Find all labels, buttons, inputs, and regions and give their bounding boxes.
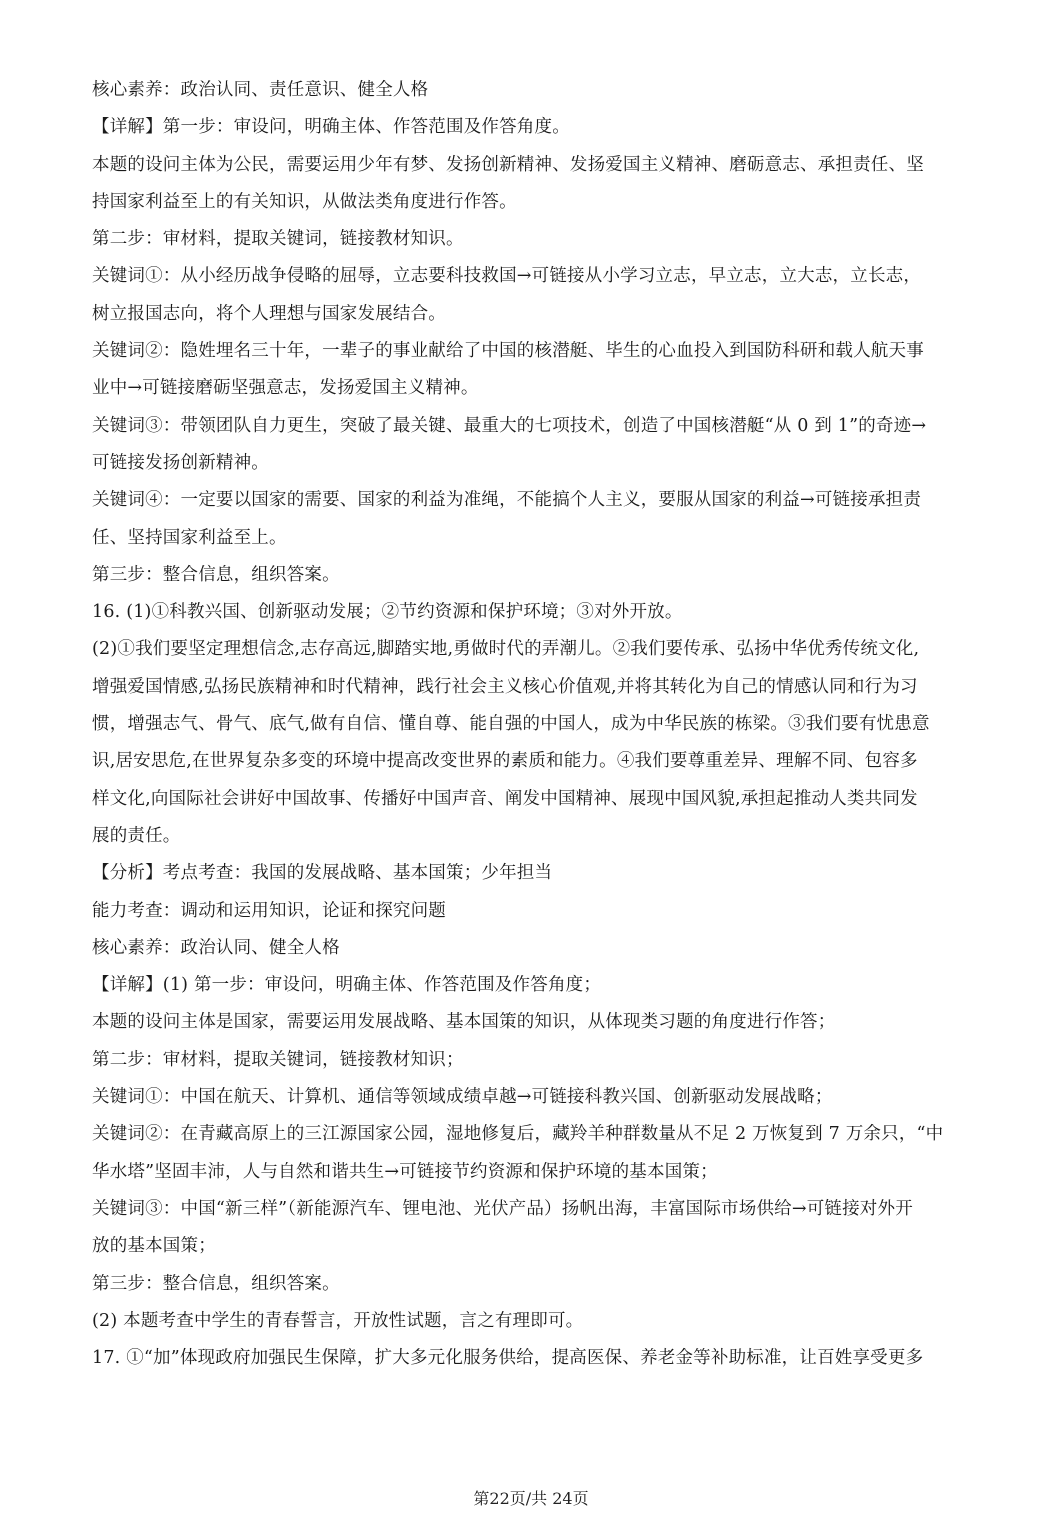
text-line: 第二步：审材料，提取关键词，链接教材知识。: [92, 229, 464, 250]
text-line: 华水塔”坚固丰沛，人与自然和谐共生→可链接节约资源和保护环境的基本国策；: [92, 1161, 718, 1182]
text-line: 本题的设问主体为公民，需要运用少年有梦、发扬创新精神、发扬爱国主义精神、磨砺意志、承担责任、坚: [92, 154, 924, 175]
text-line: 关键词①：中国在航天、计算机、通信等领域成绩卓越→可链接科教兴国、创新驱动发展战略；: [92, 1087, 833, 1108]
text-line: 关键词②：隐姓埋名三十年，一辈子的事业献给了中国的核潜艇、毕生的心血投入到国防科研和载人航天事: [92, 341, 924, 362]
text-line: 核心素养：政治认同、责任意识、健全人格: [92, 80, 429, 100]
text-line: 核心素养：政治认同、健全人格: [92, 937, 340, 958]
text-line: 【详解】(1) 第一步：审设问，明确主体、作答范围及作答角度；: [92, 975, 602, 996]
text-line: 识,居安思危,在世界复杂多变的环境中提高改变世界的素质和能力。④我们要尊重差异、理解不同、包容多: [92, 751, 918, 772]
text-line: 持国家利益至上的有关知识，从做法类角度进行作答。: [92, 191, 517, 212]
page-number-footer: 第22页/共 24页: [473, 1489, 589, 1508]
text-line: 本题的设问主体是国家，需要运用发展战略、基本国策的知识，从体现类习题的角度进行作答；: [92, 1012, 836, 1033]
text-line: 业中→可链接磨砺坚强意志，发扬爱国主义精神。: [92, 378, 479, 399]
text-line: (2)①我们要坚定理想信念,志存高远,脚踏实地,勇做时代的弄潮儿。②我们要传承、弘扬中华优秀传统文化,: [92, 639, 920, 660]
text-line: 可链接发扬创新精神。: [92, 452, 269, 473]
text-line: 关键词①：从小经历战争侵略的屈辱，立志要科技救国→可链接从小学习立志，早立志，立大志，立长志，: [92, 266, 922, 287]
text-line: 16. (1)①科教兴国、创新驱动发展；②节约资源和保护环境；③对外开放。: [92, 602, 683, 623]
text-line: 关键词②：在青藏高原上的三江源国家公园，湿地修复后，藏羚羊种群数量从不足 2 万恢复到 7 万余只，“中: [92, 1124, 944, 1145]
text-line: 关键词④：一定要以国家的需要、国家的利益为准绳，不能搞个人主义，要服从国家的利益→可链接承担责: [92, 490, 922, 511]
text-line: (2) 本题考查中学生的青春誓言，开放性试题，言之有理即可。: [92, 1310, 584, 1331]
text-line: 关键词③：带领团队自力更生，突破了最关键、最重大的七项技术，创造了中国核潜艇“从 0 到 1”的奇迹→: [92, 415, 927, 436]
text-line: 【分析】考点考查：我国的发展战略、基本国策；少年担当: [92, 863, 553, 884]
text-line: 放的基本国策；: [92, 1236, 216, 1257]
text-line: 树立报国志向，将个人理想与国家发展结合。: [92, 303, 446, 324]
text-line: 增强爱国情感,弘扬民族精神和时代精神，践行社会主义核心价值观,并将其转化为自己的情感认同和行为习: [92, 676, 918, 697]
text-line: 展的责任。: [92, 825, 181, 846]
text-line: 任、坚持国家利益至上。: [92, 527, 287, 548]
text-line: 第二步：审材料，提取关键词，链接教材知识；: [92, 1049, 464, 1070]
text-line: 样文化,向国际社会讲好中国故事、传播好中国声音、阐发中国精神、展现中国风貌,承担起推动人类共同发: [92, 788, 918, 809]
text-line: 17. ①“加”体现政府加强民生保障，扩大多元化服务供给，提高医保、养老金等补助标准，让百姓享受更多: [92, 1348, 924, 1369]
text-line: 能力考查：调动和运用知识，论证和探究问题: [92, 900, 446, 921]
text-line: 第三步：整合信息，组织答案。: [92, 1273, 340, 1294]
text-line: 关键词③：中国“新三样”（新能源汽车、锂电池、光伏产品）扬帆出海，丰富国际市场供给→可链接对外开: [92, 1198, 913, 1219]
text-line: 第三步：整合信息，组织答案。: [92, 564, 340, 585]
document-body: [92, 72, 982, 1377]
text-line: 惯，增强志气、骨气、底气,做有自信、懂自尊、能自强的中国人，成为中华民族的栋梁。③我们要有忧患意: [92, 714, 930, 735]
text-line: 【详解】第一步：审设问，明确主体、作答范围及作答角度。: [92, 117, 570, 138]
